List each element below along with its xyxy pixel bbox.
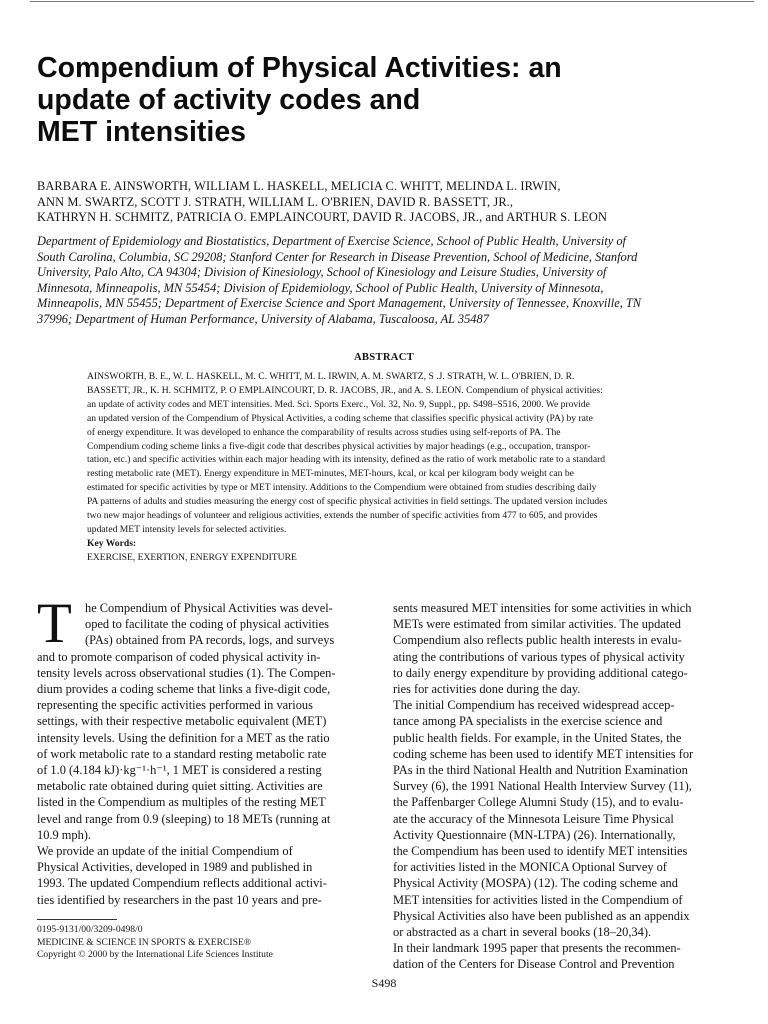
affiliation-line: Minnesota, Minneapolis, MN 55454; Division of Epidemiology, School of Public Health, University of Minnesota, bbox=[37, 280, 604, 295]
abstract-line: an update of activity codes and MET intensities. Med. Sci. Sports Exerc., Vol. 32, No. 9, Suppl., pp. S498–S516, 2000. We provide bbox=[87, 398, 590, 410]
body-line: for activities listed in the MONICA Optional Survey of bbox=[393, 860, 667, 875]
top-rule bbox=[30, 1, 754, 2]
body-line: In their landmark 1995 paper that presents the recommen- bbox=[393, 941, 681, 956]
footnote bbox=[37, 924, 367, 962]
body-line: Physical Activities also have been published as an appendix bbox=[393, 908, 690, 923]
abstract-last-line bbox=[87, 523, 683, 565]
abstract-line: two new major headings of volunteer and religious activities, extends the number of specific activities from 477 to 605, and provides bbox=[87, 510, 598, 522]
body-line: Compendium also reflects public health interests in evalu- bbox=[393, 633, 682, 648]
body-line: ate the accuracy of the Minnesota Leisure Time Physical bbox=[393, 811, 674, 826]
affiliation-line: Minneapolis, MN 55455; Department of Exercise Science and Sport Management, University of Tennessee, Knoxville, TN bbox=[37, 296, 642, 311]
body-line: to daily energy expenditure by providing additional catego- bbox=[393, 665, 688, 680]
body-line: MET intensities for activities listed in the Compendium of bbox=[393, 892, 683, 907]
body-line: metabolic rate obtained during quiet sitting. Activities are bbox=[37, 779, 323, 794]
title-line: update of activity codes and bbox=[37, 84, 421, 116]
abstract-line: AINSWORTH, B. E., W. L. HASKELL, M. C. WHITT, M. L. IRWIN, A. M. SWARTZ, S .J. STRATH, W. L. O'BRIEN, D. R. bbox=[87, 371, 575, 382]
affiliation-line: 37996; Department of Human Performance, University of Alabama, Tuscaloosa, AL 35487 bbox=[37, 311, 489, 326]
author-line: BARBARA E. AINSWORTH, WILLIAM L. HASKELL, MELICIA C. WHITT, MELINDA L. IRWIN, bbox=[37, 179, 561, 193]
body-column-left bbox=[37, 592, 364, 908]
body-line: representing the specific activities performed in various bbox=[37, 698, 313, 713]
abstract-line: BASSETT, JR., K. H. SCHMITZ, P. O EMPLAINCOURT, D. R. JACOBS, JR., and A. S. LEON. Compendium of physical activities: bbox=[87, 384, 603, 396]
body-line: sents measured MET intensities for some activities in which bbox=[393, 601, 692, 615]
abstract-heading: ABSTRACT bbox=[353, 352, 415, 363]
keywords-label: Key Words: bbox=[87, 537, 137, 549]
body-line: The initial Compendium has received widespread accep- bbox=[393, 698, 675, 713]
body-line: settings, with their respective metabolic equivalent (MET) bbox=[37, 714, 327, 729]
body-line: of 1.0 (4.184 kJ)·kg⁻¹·h⁻¹, 1 MET is considered a resting bbox=[37, 763, 322, 778]
affiliation-line: University, Palo Alto, CA 94304; Division of Kinesiology, School of Kinesiology and Leisure Studies, University of bbox=[37, 265, 607, 280]
footnote-line: 0195-9131/00/3209-0498/0 bbox=[37, 924, 143, 935]
abstract-line: PA patterns of adults and studies measuring the energy cost of specific physical activities in field settings. The updated version includes bbox=[87, 496, 608, 508]
body-line: level and range from 0.9 (sleeping) to 18 METs (running at bbox=[37, 811, 331, 826]
affiliation-line: Department of Epidemiology and Biostatistics, Department of Exercise Science, School of Public Health, University of bbox=[37, 234, 627, 248]
body-line: and to promote comparison of coded physical activity in- bbox=[37, 649, 321, 664]
title-line: Compendium of Physical Activities: an bbox=[37, 52, 562, 84]
affiliations bbox=[37, 234, 737, 328]
title-line: MET intensities bbox=[37, 116, 247, 148]
body-line: or abstracted as a chart in several books (18–20,34). bbox=[393, 925, 652, 940]
footnote-line: Copyright © 2000 by the International Life Sciences Institute bbox=[37, 949, 273, 961]
author-line: KATHRYN H. SCHMITZ, PATRICIA O. EMPLAINCOURT, DAVID R. JACOBS, JR., and ARTHUR S. LEON bbox=[37, 210, 608, 224]
body-line: tensity levels across observational studies (1). The Compen- bbox=[37, 665, 336, 680]
abstract-line-text: updated MET intensity levels for selected activities. bbox=[87, 523, 287, 535]
body-line: 1993. The updated Compendium reflects additional activi- bbox=[37, 876, 327, 891]
body-line: ties identified by researchers in the past 10 years and pre- bbox=[37, 892, 322, 907]
affiliation-line: South Carolina, Columbia, SC 29208; Stanford Center for Research in Disease Prevention, School of Medicine, Stanford bbox=[37, 249, 638, 264]
footnote-line: MEDICINE & SCIENCE IN SPORTS & EXERCISE® bbox=[37, 936, 252, 948]
body-line: (PAs) obtained from PA records, logs, and surveys bbox=[85, 633, 335, 648]
body-line: the Compendium has been used to identify MET intensities bbox=[393, 844, 688, 859]
body-line: coding scheme has been used to identify MET intensities for bbox=[393, 746, 694, 761]
body-line: oped to facilitate the coding of physical activities bbox=[85, 617, 329, 632]
article-title bbox=[37, 52, 727, 148]
page-number: S498 bbox=[371, 976, 397, 990]
body-line: Survey (6), the 1991 National Health Interview Survey (11), bbox=[393, 779, 692, 794]
drop-cap: T bbox=[37, 592, 72, 655]
body-line: intensity levels. Using the definition for a MET as the ratio bbox=[37, 730, 330, 745]
abstract-line: estimated for specific activities by type or MET intensity. Additions to the Compendium were obtained from studies describing daily bbox=[87, 482, 597, 494]
body-line: of work metabolic rate to a standard resting metabolic rate bbox=[37, 746, 327, 761]
body-line: listed in the Compendium as multiples of the resting MET bbox=[37, 795, 326, 810]
body-line: the Paffenbarger College Alumni Study (15), and to evalu- bbox=[393, 795, 684, 810]
author-list bbox=[37, 179, 737, 226]
body-column-right bbox=[393, 600, 723, 973]
body-line: dation of the Centers for Disease Control and Prevention bbox=[393, 957, 675, 972]
keywords: EXERCISE, EXERTION, ENERGY EXPENDITURE bbox=[87, 551, 297, 563]
author-line: ANN M. SWARTZ, SCOTT J. STRATH, WILLIAM L. O'BRIEN, DAVID R. BASSETT, JR., bbox=[37, 194, 514, 209]
body-line: Activity Questionnaire (MN-LTPA) (26). Internationally, bbox=[393, 827, 676, 842]
body-line: We provide an update of the initial Compendium of bbox=[37, 844, 293, 859]
abstract-body bbox=[87, 370, 683, 565]
body-line: he Compendium of Physical Activities was devel- bbox=[85, 601, 333, 615]
body-line: METs were estimated from similar activities. The updated bbox=[393, 617, 681, 632]
abstract-line: Compendium coding scheme links a five-digit code that describes physical activities by major headings (e.g., occupation, transpor- bbox=[87, 440, 591, 452]
body-line: Physical Activity (MOSPA) (12). The coding scheme and bbox=[393, 876, 678, 891]
body-line: Physical Activities, developed in 1989 and published in bbox=[37, 860, 313, 875]
abstract-line: of energy expenditure. It was developed to enhance the comparability of results across studies using self-reports of PA. The bbox=[87, 426, 561, 438]
footnote-rule bbox=[37, 919, 117, 920]
abstract-line: resting metabolic rate (MET). Energy expenditure in MET-minutes, MET-hours, kcal, or kcal per kilogram body weight can be bbox=[87, 468, 574, 480]
abstract-line: an updated version of the Compendium of Physical Activities, a coding scheme that classifies specific physical activity (PA) by rate bbox=[87, 412, 593, 424]
body-line: ating the contributions of various types of physical activity bbox=[393, 649, 685, 664]
body-line: dium provides a coding scheme that links a five-digit code, bbox=[37, 682, 331, 697]
body-line: 10.9 mph). bbox=[37, 827, 92, 842]
body-line: PAs in the third National Health and Nutrition Examination bbox=[393, 763, 688, 778]
body-line: tance among PA specialists in the exercise science and bbox=[393, 714, 663, 729]
body-line: ries for activities done during the day. bbox=[393, 682, 581, 697]
body-line: public health fields. For example, in the United States, the bbox=[393, 730, 682, 745]
abstract-line: tation, etc.) and specific activities within each major heading with its intensity, defined as the ratio of work metabolic rate to a standard bbox=[87, 454, 606, 466]
